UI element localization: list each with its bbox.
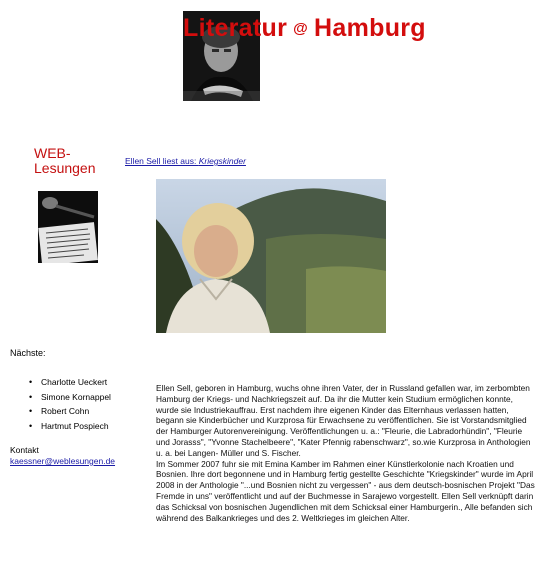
site-title-hamburg: Hamburg — [314, 14, 426, 42]
reading-link-prefix: Ellen Sell liest aus: — [125, 156, 199, 166]
web-lesungen-heading — [34, 146, 114, 176]
next-readings-heading: Nächste: — [10, 348, 46, 358]
reading-link-title: Kriegskinder — [198, 156, 246, 166]
next-reading-item: • Simone Kornappel — [29, 390, 111, 405]
contact-heading: Kontakt — [10, 445, 39, 455]
site-title — [183, 14, 426, 43]
contact-email-link[interactable]: kaessner@weblesungen.de — [10, 456, 116, 466]
bio-paragraph-1: Ellen Sell, geboren in Hamburg, wuchs ohne ihren Vater, der in Russland gefallen war, im zerbombten Hamburg der Kriegs- und Nachkriegszeit auf. Da ihr die Mutter kein Studium ermöglichen konnte, wurde sie Industriekauffrau. Erst nachdem ihre eigenen Kinder das Elternhaus verlassen hatten, begann sie Kinderbücher und Kurzprosa für Erwachsene zu veröffentlichen. Sie ist Vorstandsmitglied der Hamburger Autorenvereinigung. Veröffentlichungen u. a.: "Fleurie, die Labradorhündin", "Fleurie und Jorasss", "Yvonne Stachelbeere", "Kater Pfennig rabenschwarz", so.wie Kurzprosa in Anthologien u. a. bei Langen- Müller und S. Fischer. — [156, 383, 531, 458]
web-lesungen-line1: WEB- — [34, 145, 71, 161]
site-title-literatur: Literatur — [183, 14, 288, 42]
bio-paragraph-2: Im Sommer 2007 fuhr sie mit Emina Kamber im Rahmen einer Künstlerkolonie nach Kroatien und Bosnien. Ihre dort begonnene und in Hamburg fertig gestellte Geschichte "Kriegskinder" wurde im April 2008 in der Anthologie "...und Bosnien nicht zu vergessen" - aus dem deutsch-bosnischen Projekt "Das Fremde in uns" veröffentlicht und auf der Buchmesse in Sarajewo vorgestellt. Ellen Sell verknüpft darin das Schicksal von bosnischen Jugendlichen mit dem Schicksal einer Hamburgerin., Alle befanden sich während des Balkankrieges und des 2. Weltkrieges im gleichen Alter. — [156, 458, 535, 523]
author-portrait-photo — [156, 179, 386, 333]
reading-link[interactable] — [125, 156, 246, 166]
author-biography — [156, 383, 536, 523]
web-lesungen-line2: Lesungen — [34, 160, 96, 176]
site-title-at-sign: @ — [293, 20, 309, 37]
next-reading-item: • Hartmut Pospiech — [29, 419, 111, 434]
next-readings-list — [29, 375, 111, 433]
microphone-photo — [38, 191, 98, 263]
next-reading-item: • Robert Cohn — [29, 404, 111, 419]
next-reading-item: • Charlotte Ueckert — [29, 375, 111, 390]
